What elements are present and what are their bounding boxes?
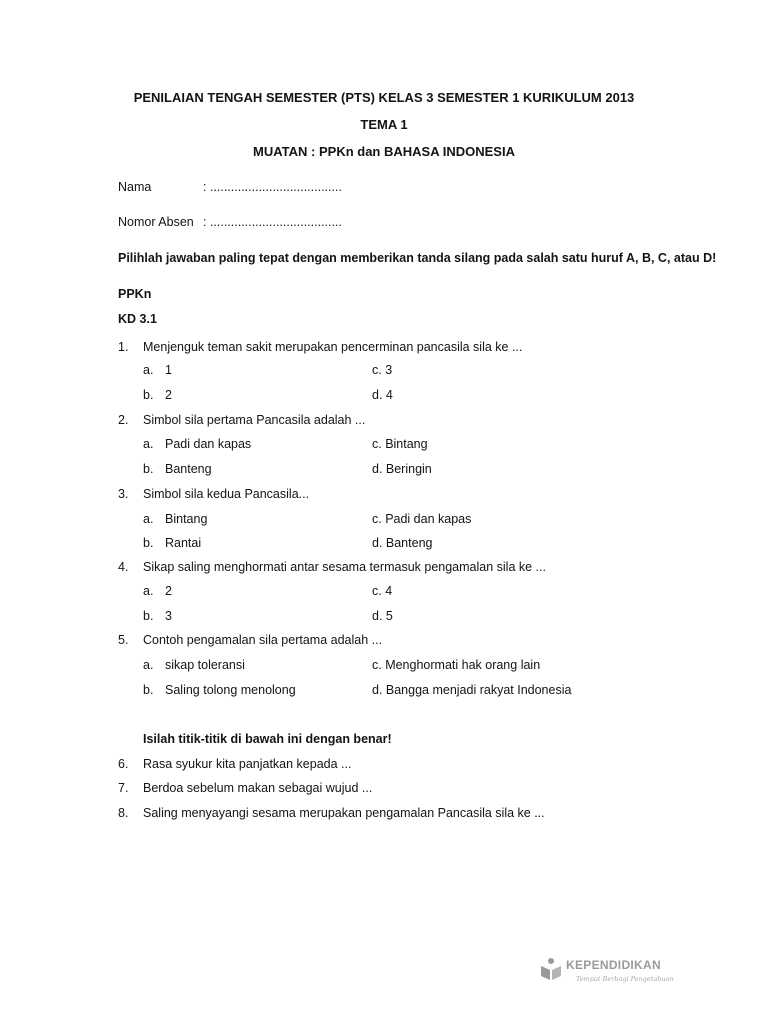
option-b xyxy=(143,388,172,402)
absen-blank: : ...................................... xyxy=(203,215,342,229)
option-text: 2 xyxy=(165,584,172,598)
section-ppkn: PPKn xyxy=(118,287,152,301)
kd-label: KD 3.1 xyxy=(118,312,157,326)
option-a xyxy=(143,584,172,598)
option-letter: b. xyxy=(143,462,154,476)
question-number: 4. xyxy=(118,560,129,574)
option-letter: b. xyxy=(143,536,154,550)
option-text: 1 xyxy=(165,363,172,377)
absen-field xyxy=(118,215,342,229)
option-d: d. 4 xyxy=(372,388,393,402)
question-text: Berdoa sebelum makan sebagai wujud ... xyxy=(143,781,373,795)
question-text: Sikap saling menghormati antar sesama termasuk pengamalan sila ke ... xyxy=(143,560,546,574)
question-number: 7. xyxy=(118,781,129,795)
document-header xyxy=(0,88,768,169)
option-a xyxy=(143,363,172,377)
option-text: Banteng xyxy=(165,462,212,476)
option-letter: b. xyxy=(143,388,154,402)
option-letter: a. xyxy=(143,584,154,598)
option-d: d. 5 xyxy=(372,609,393,623)
theme-heading: TEMA 1 xyxy=(360,117,408,132)
option-a xyxy=(143,437,251,451)
question-text: Menjenguk teman sakit merupakan pencerminan pancasila sila ke ... xyxy=(143,340,523,354)
option-letter: b. xyxy=(143,609,154,623)
option-c: c. Bintang xyxy=(372,437,428,451)
option-d: d. Beringin xyxy=(372,462,432,476)
kependidikan-logo-icon xyxy=(540,957,562,981)
option-letter: a. xyxy=(143,658,154,672)
absen-label: Nomor Absen xyxy=(118,215,194,229)
kependidikan-watermark xyxy=(540,955,680,989)
option-text: Rantai xyxy=(165,536,202,550)
option-text: 3 xyxy=(165,609,172,623)
question-number: 8. xyxy=(118,806,129,820)
option-d: d. Banteng xyxy=(372,536,433,550)
choice-instruction: Pilihlah jawaban paling tepat dengan memberikan tanda silang pada salah satu huruf A, B, C, atau D! xyxy=(118,251,717,265)
option-text: Padi dan kapas xyxy=(165,437,252,451)
name-label: Nama xyxy=(118,180,152,194)
option-text: Bintang xyxy=(165,512,208,526)
option-letter: a. xyxy=(143,512,154,526)
subject-heading: MUATAN : PPKn dan BAHASA INDONESIA xyxy=(253,144,515,159)
option-text: 2 xyxy=(165,388,172,402)
option-b xyxy=(143,683,296,697)
name-field xyxy=(118,180,342,194)
option-letter: a. xyxy=(143,363,154,377)
option-c: c. Padi dan kapas xyxy=(372,512,472,526)
option-b xyxy=(143,462,212,476)
question-number: 5. xyxy=(118,633,129,647)
question-text: Simbol sila pertama Pancasila adalah ... xyxy=(143,413,366,427)
option-b xyxy=(143,609,172,623)
fill-instruction: Isilah titik-titik di bawah ini dengan benar! xyxy=(143,732,392,746)
watermark-brand: KEPENDIDIKAN xyxy=(566,958,661,972)
question-number: 6. xyxy=(118,757,129,771)
option-c: c. 3 xyxy=(372,363,393,377)
question-text: Contoh pengamalan sila pertama adalah ... xyxy=(143,633,383,647)
question-number: 3. xyxy=(118,487,129,501)
option-c: c. Menghormati hak orang lain xyxy=(372,658,541,672)
question-number: 1. xyxy=(118,340,129,354)
option-b xyxy=(143,536,201,550)
question-text: Simbol sila kedua Pancasila... xyxy=(143,487,310,501)
option-a xyxy=(143,658,245,672)
option-c: c. 4 xyxy=(372,584,393,598)
question-number: 2. xyxy=(118,413,129,427)
option-text: Saling tolong menolong xyxy=(165,683,296,697)
option-d: d. Bangga menjadi rakyat Indonesia xyxy=(372,683,572,697)
document-title: PENILAIAN TENGAH SEMESTER (PTS) KELAS 3 SEMESTER 1 KURIKULUM 2013 xyxy=(133,90,635,105)
question-text: Saling menyayangi sesama merupakan pengamalan Pancasila sila ke ... xyxy=(143,806,545,820)
watermark-tagline: Tempat Berbagi Pengetahuan xyxy=(576,975,674,983)
question-text: Rasa syukur kita panjatkan kepada ... xyxy=(143,757,352,771)
option-a xyxy=(143,512,207,526)
option-letter: a. xyxy=(143,437,154,451)
option-text: sikap toleransi xyxy=(165,658,245,672)
option-letter: b. xyxy=(143,683,154,697)
name-blank: : ...................................... xyxy=(203,180,342,194)
